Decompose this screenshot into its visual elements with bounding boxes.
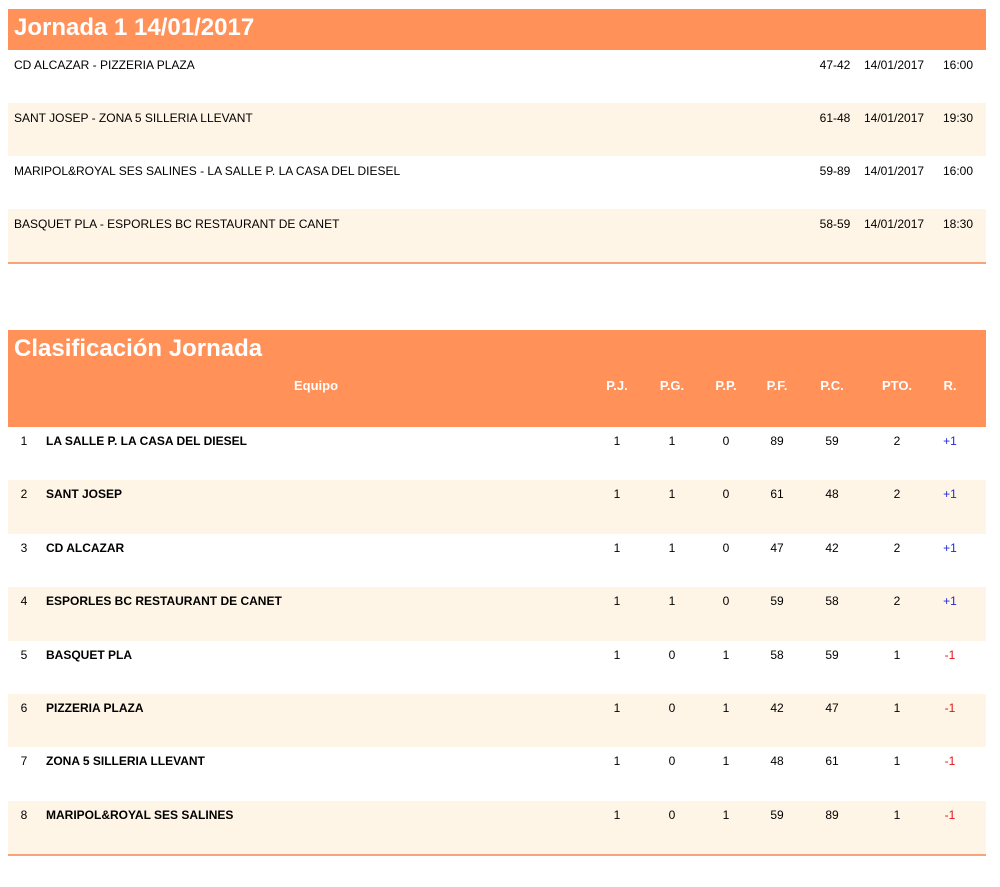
- header-pto: PTO.: [881, 378, 913, 393]
- points-against: 59: [825, 434, 839, 448]
- rank-change: +1: [943, 594, 957, 609]
- games-won: 0: [668, 647, 676, 662]
- match-score: 61-48: [819, 111, 851, 125]
- standings-row: [8, 480, 986, 533]
- points-against: 61: [825, 754, 839, 769]
- match-time: 16:00: [943, 58, 974, 72]
- match-teams: CD ALCAZAR - PIZZERIA PLAZA: [14, 58, 195, 72]
- games-lost: 0: [722, 434, 730, 448]
- rank-change: -1: [944, 700, 956, 715]
- team-position: 6: [20, 700, 28, 715]
- match-row: [8, 50, 986, 103]
- games-won: 0: [668, 700, 676, 715]
- points-for: 59: [770, 594, 784, 609]
- header-pj: P.J.: [606, 378, 628, 393]
- points-against: 59: [825, 647, 839, 662]
- header-pf: P.F.: [766, 378, 788, 393]
- team-name: SANT JOSEP: [46, 487, 123, 502]
- games-played: 1: [613, 540, 621, 555]
- points-against: 42: [825, 540, 839, 555]
- games-played: 1: [613, 807, 621, 822]
- rank-change: +1: [943, 487, 957, 502]
- games-won: 1: [668, 487, 676, 502]
- standing-points: 2: [893, 487, 901, 502]
- standings-title: Clasificación Jornada: [8, 330, 986, 371]
- rank-change: +1: [943, 540, 957, 555]
- points-for: 47: [770, 540, 784, 555]
- points-for: 61: [770, 487, 784, 502]
- points-for: 42: [770, 700, 784, 715]
- games-played: 1: [613, 700, 621, 715]
- standings-section: [8, 330, 986, 856]
- match-row: [8, 103, 986, 156]
- points-against: 89: [825, 807, 839, 822]
- match-score: 59-89: [819, 164, 851, 178]
- match-teams: SANT JOSEP - ZONA 5 SILLERIA LLEVANT: [14, 111, 253, 125]
- games-lost: 1: [722, 807, 730, 822]
- team-name: PIZZERIA PLAZA: [46, 700, 144, 715]
- team-position: 8: [20, 807, 28, 822]
- match-row: [8, 156, 986, 209]
- standing-points: 1: [893, 700, 901, 715]
- match-time: 18:30: [943, 217, 974, 231]
- header-pg: P.G.: [659, 378, 685, 393]
- standings-row: [8, 801, 986, 854]
- points-against: 47: [825, 700, 839, 715]
- round-title: Jornada 1 14/01/2017: [8, 9, 986, 50]
- team-position: 3: [20, 540, 28, 555]
- games-lost: 0: [722, 540, 730, 555]
- match-row: [8, 209, 986, 262]
- standing-points: 2: [893, 434, 901, 448]
- standing-points: 2: [893, 540, 901, 555]
- match-score: 47-42: [819, 58, 851, 72]
- games-played: 1: [613, 754, 621, 769]
- rank-change: -1: [944, 807, 956, 822]
- games-won: 1: [668, 594, 676, 609]
- games-played: 1: [613, 434, 621, 448]
- team-name: LA SALLE P. LA CASA DEL DIESEL: [46, 434, 247, 448]
- points-against: 48: [825, 487, 839, 502]
- match-date: 14/01/2017: [864, 217, 925, 231]
- team-name: BASQUET PLA: [46, 647, 133, 662]
- team-position: 5: [20, 647, 28, 662]
- match-time: 16:00: [943, 164, 974, 178]
- standings-row: [8, 747, 986, 800]
- rank-change: -1: [944, 647, 956, 662]
- standing-points: 1: [893, 807, 901, 822]
- match-teams: MARIPOL&ROYAL SES SALINES - LA SALLE P. LA CASA DEL DIESEL: [14, 164, 401, 178]
- team-name: ZONA 5 SILLERIA LLEVANT: [46, 754, 205, 769]
- header-r: R.: [943, 378, 957, 393]
- divider: [8, 854, 986, 856]
- standing-points: 1: [893, 754, 901, 769]
- games-won: 1: [668, 540, 676, 555]
- standings-row: [8, 587, 986, 640]
- games-lost: 1: [722, 700, 730, 715]
- header-pc: P.C.: [820, 378, 844, 393]
- points-for: 48: [770, 754, 784, 769]
- points-for: 89: [770, 434, 784, 448]
- match-teams: BASQUET PLA - ESPORLES BC RESTAURANT DE CANET: [14, 217, 340, 231]
- team-position: 2: [20, 487, 28, 502]
- standings-row: [8, 694, 986, 747]
- match-date: 14/01/2017: [864, 58, 925, 72]
- games-lost: 0: [722, 594, 730, 609]
- games-won: 1: [668, 434, 676, 448]
- match-date: 14/01/2017: [864, 111, 925, 125]
- games-lost: 1: [722, 754, 730, 769]
- match-time: 19:30: [943, 111, 974, 125]
- games-won: 0: [668, 807, 676, 822]
- standing-points: 1: [893, 647, 901, 662]
- standings-row: [8, 427, 986, 480]
- games-lost: 0: [722, 487, 730, 502]
- games-played: 1: [613, 594, 621, 609]
- points-for: 59: [770, 807, 784, 822]
- games-won: 0: [668, 754, 676, 769]
- team-name: MARIPOL&ROYAL SES SALINES: [46, 807, 234, 822]
- rank-change: -1: [944, 754, 956, 769]
- standings-header: [8, 371, 986, 427]
- team-name: CD ALCAZAR: [46, 540, 125, 555]
- games-played: 1: [613, 647, 621, 662]
- games-lost: 1: [722, 647, 730, 662]
- team-position: 7: [20, 754, 28, 769]
- rank-change: +1: [943, 434, 957, 448]
- round-section: [8, 9, 986, 264]
- team-name: ESPORLES BC RESTAURANT DE CANET: [46, 594, 282, 609]
- team-position: 4: [20, 594, 28, 609]
- header-team: Equipo: [293, 378, 339, 393]
- standings-row: [8, 641, 986, 694]
- divider: [8, 262, 986, 264]
- match-date: 14/01/2017: [864, 164, 925, 178]
- header-pp: P.P.: [715, 378, 737, 393]
- games-played: 1: [613, 487, 621, 502]
- standing-points: 2: [893, 594, 901, 609]
- points-against: 58: [825, 594, 839, 609]
- standings-row: [8, 534, 986, 587]
- points-for: 58: [770, 647, 784, 662]
- match-score: 58-59: [819, 217, 851, 231]
- team-position: 1: [20, 434, 28, 448]
